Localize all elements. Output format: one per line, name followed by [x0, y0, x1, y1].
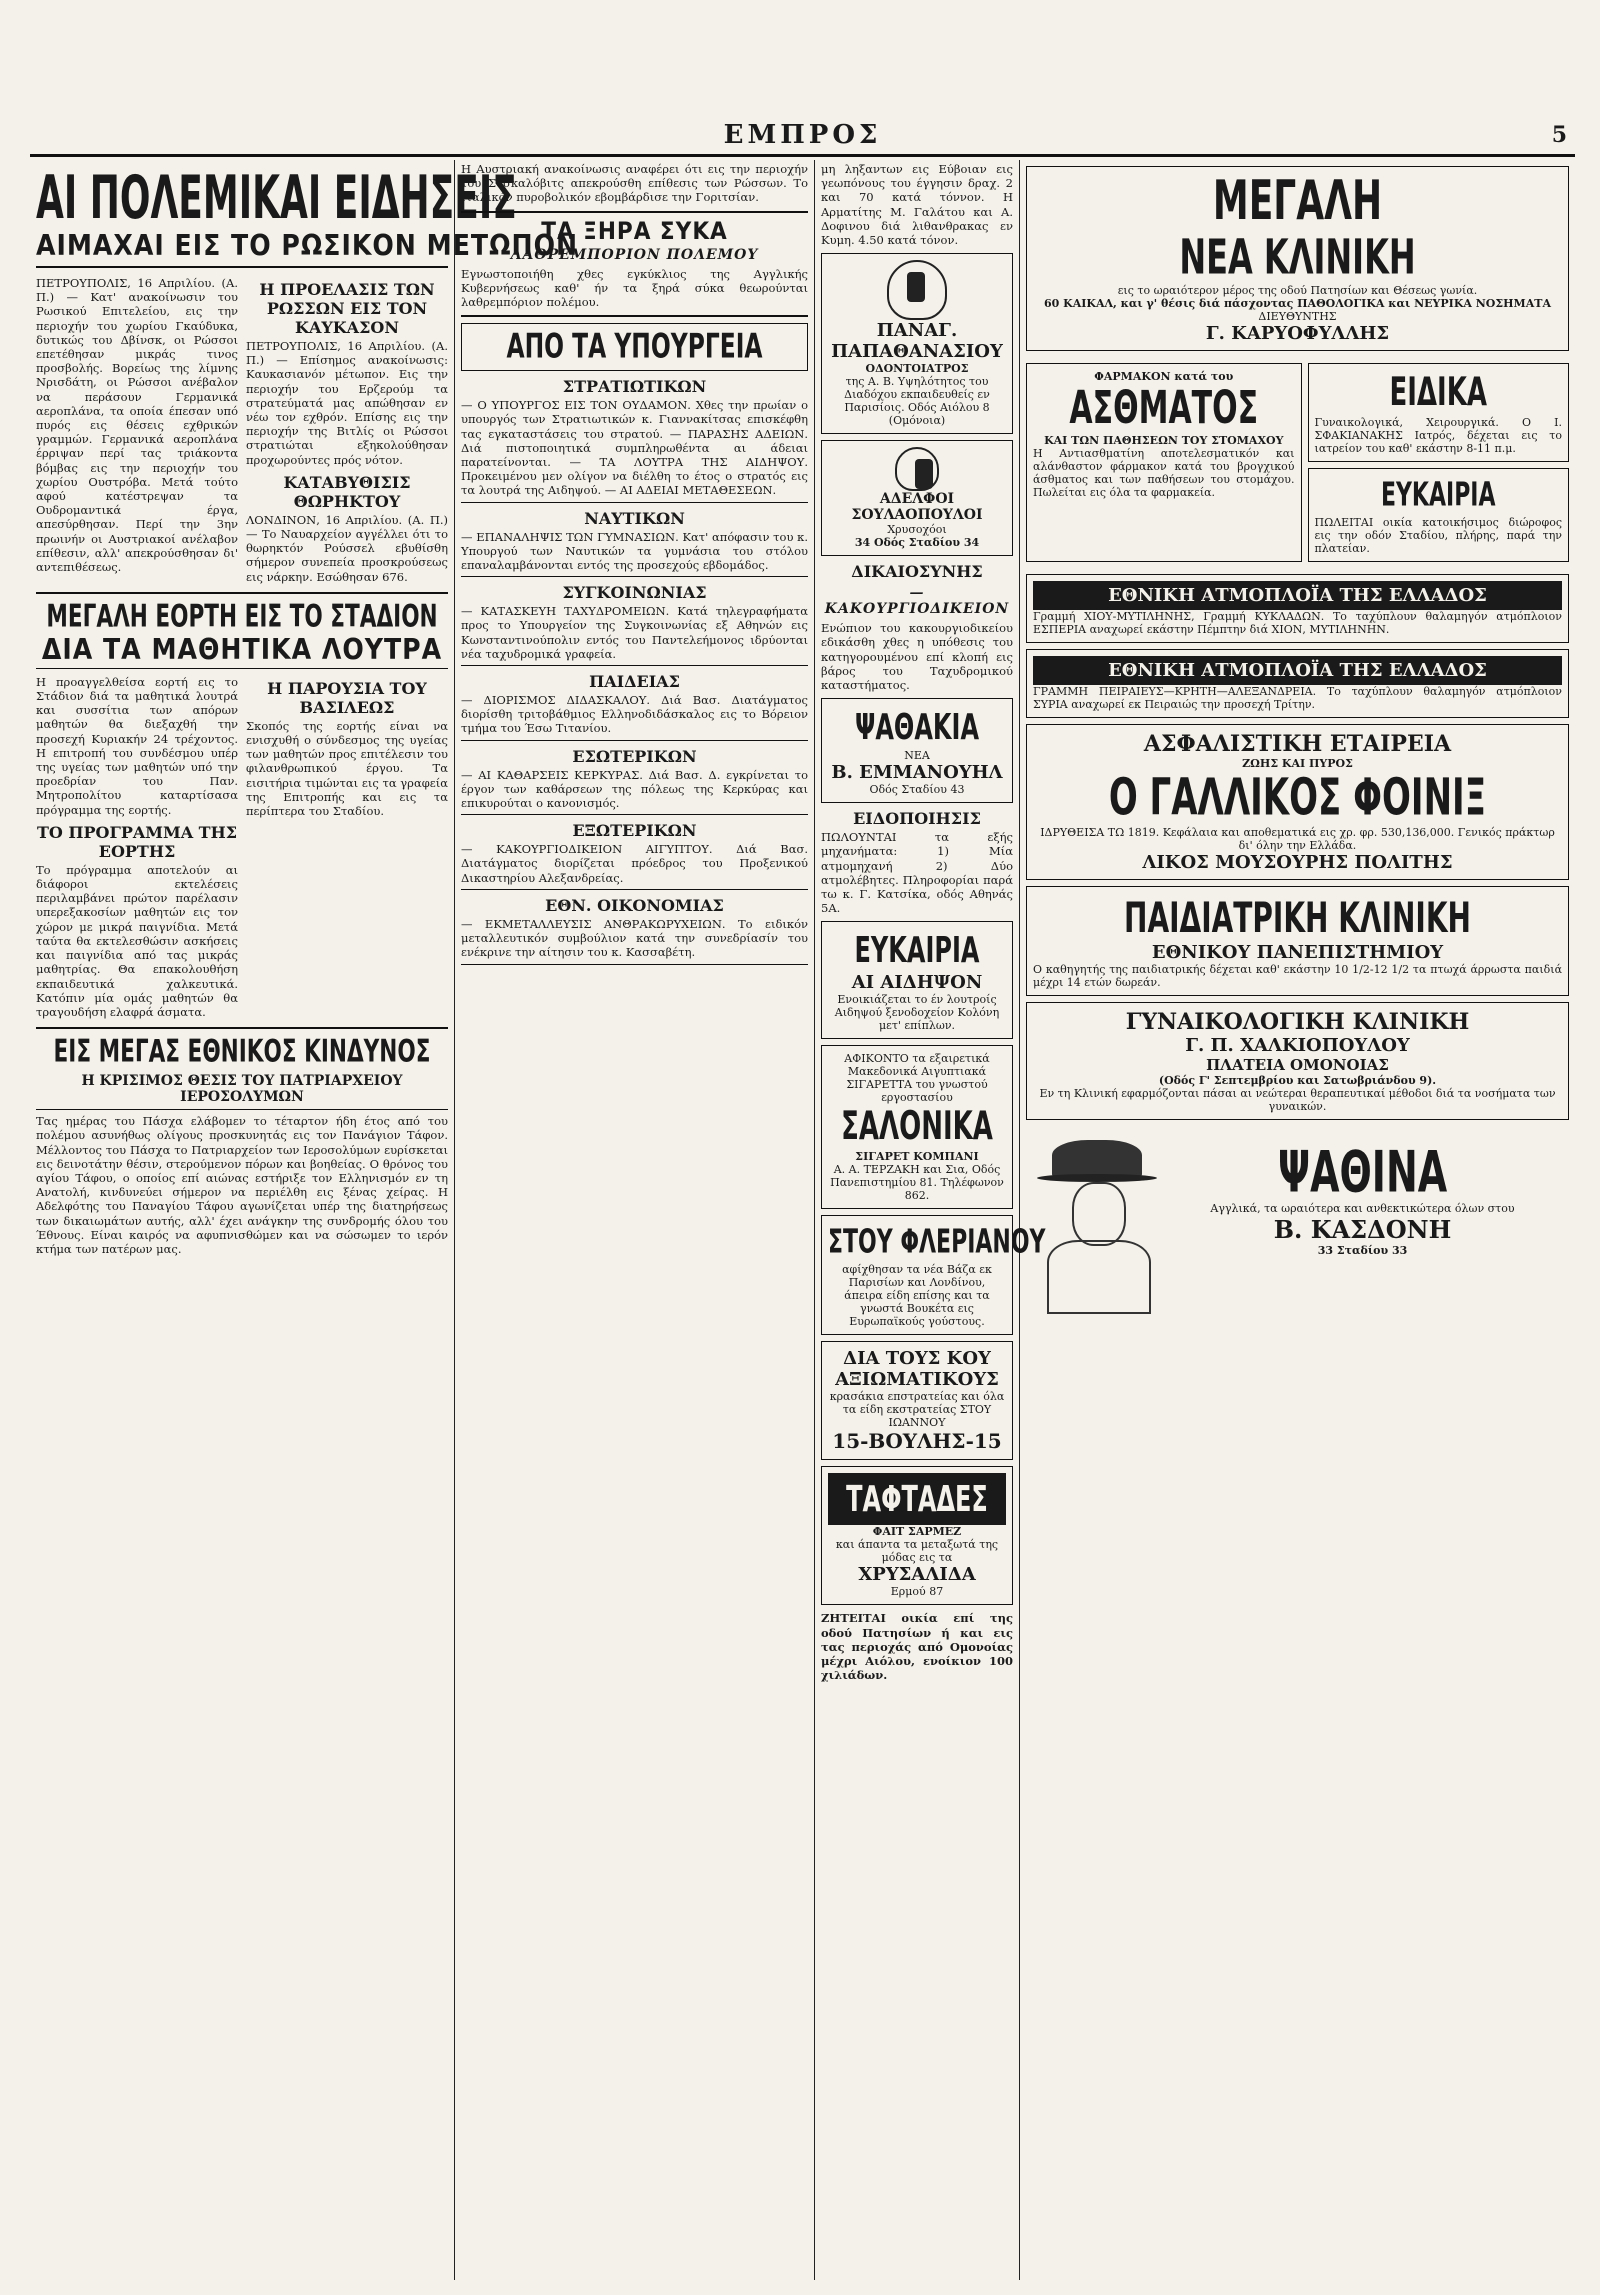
page-number: 5	[1551, 122, 1567, 148]
ad-house-text: ΠΩΛΕΙΤΑΙ οικία κατοικήσιμος διώροφος εις την οδόν Σταδίου, πλήρης, παρά την πλατείαν.	[1314, 516, 1562, 555]
ministry-section-body: — ΔΙΟΡΙΣΜΟΣ ΔΙΔΑΣΚΑΛΟΥ. Διά Βασ. Διατάγματος διορίσθη τριτοβάθμιος Ελληνοδιδάσκαλος εις το Βόρειον τμήμα του Έσω Τιτανίου.	[461, 693, 808, 736]
ad-dentist-title: ΠΑΝΑΓ. ΠΑΠΑΘΑΝΑΣΙΟΥ	[831, 320, 1003, 363]
ministry-section-title: ΝΑΥΤΙΚΩΝ	[584, 508, 685, 528]
ministry-section-title: ΠΑΙΔΕΙΑΣ	[589, 672, 680, 692]
ministry-section-body: — ΕΠΑΝΑΛΗΨΙΣ ΤΩΝ ΓΥΜΝΑΣΙΩΝ. Κατ' απόφασιν του κ. Υπουργού των Ναυτικών τα γυμνάσια του στόλου επαναλαμβάνονται εντός της προσεχούς εβδομάδος.	[461, 529, 808, 573]
ad-ped-title: ΠΑΙΔΙΑΤΡΙΚΗ ΚΛΙΝΙΚΗ	[1124, 892, 1471, 943]
newspaper-title: ΕΜΠΡΟΣ	[723, 120, 882, 150]
ad-clinic-title: ΜΕΓΑΛΗ	[1212, 170, 1383, 233]
article-battleship: ΛΟΝΔΙΝΟΝ, 16 Απριλίου. (Α. Π.) — Το Ναυαρχείον αγγέλλει ότι το θωρηκτόν Ρούσσελ εβυθίσθη σήμερον συνεπεία προσκρούσεως εις νάρκην. Εσώθησαν 676.	[246, 512, 448, 584]
ad-officers-text: κρασάκια επστρατείας και όλα τα είδη εκστρατείας ΣΤΟΥ ΙΩΑΝΝΟΥ	[829, 1390, 1005, 1430]
ad-dentist-sub: ΟΔΟΝΤΟΙΑΤΡΟΣ	[865, 362, 969, 376]
subhead-program: ΤΟ ΠΡΟΓΡΑΜΜΑ ΤΗΣ ΕΟΡΤΗΣ	[36, 822, 238, 861]
ad-flerianou	[821, 1215, 1046, 1335]
ad-gyn-place: ΠΛΑΤΕΙΑ ΟΜΟΝΟΙΑΣ	[1206, 1056, 1389, 1074]
ad-officers-title: ΔΙΑ ΤΟΥΣ ΚΟΥ ΑΞΙΩΜΑΤΙΚΟΥΣ	[835, 1348, 999, 1391]
ministry-section-title: ΕΣΩΤΕΡΙΚΩΝ	[572, 746, 697, 766]
subhead-russian-front: ΑΙΜΑΧΑΙ ΕΙΣ ΤΟ ΡΩΣΙΚΟΝ ΜΕΤΩΠΟΝ	[36, 229, 579, 262]
ad-straw-name: Β. ΕΜΜΑΝΟΥΗΛ	[831, 762, 1003, 784]
man-in-hat-illustration-icon	[1032, 1140, 1162, 1310]
ad-gynecology	[1026, 1002, 1569, 1120]
ad-taftades	[821, 1466, 1013, 1605]
ad-asthma-sub: ΚΑΙ ΤΩΝ ΠΑΘΗΣΕΩΝ ΤΟΥ ΣΤΟΜΑΧΟΥ	[1044, 434, 1284, 447]
ministry-section-title: ΕΘΝ. ΟΙΚΟΝΟΜΙΑΣ	[545, 895, 724, 915]
ad-ins-name: ΛΙΚΟΣ ΜΟΥΣΟΥΡΗΣ ΠΟΛΙΤΗΣ	[1142, 852, 1453, 873]
ad-insurance	[1026, 724, 1569, 880]
ad-flerianou-text: αφίχθησαν τα νέα Βάζα εκ Παρισίων και Λονδίνου, άπειρα είδη επίσης και τα γνωστά Βουκέτα εις Ευρωπαϊκούς γούστους.	[842, 1263, 992, 1329]
ad-straw-title: ΨΑΘΑΚΙΑ	[854, 706, 980, 749]
ad-clinic-text2: 60 ΚΑΙΚΑΛ, και γ' θέσις διά πάσχοντας ΠΑΘΟΛΟΓΙΚΑ και ΝΕΥΡΙΚΑ ΝΟΣΗΜΑΤΑ	[1044, 297, 1551, 310]
ad-dentist-text: της Α. Β. Υψηλότητος του Διαδόχου εκπαιδευθείς εν Παρισίοις. Οδός Αιόλου 8 (Ομόνοια)	[844, 375, 990, 428]
headline-ministries: ΑΠΟ ΤΑ ΥΠΟΥΡΓΕΙΑ	[506, 327, 763, 367]
ad-gyn-addr: (Οδός Γ' Σεπτεμβρίου και Σατωβριάνδου 9).	[1158, 1074, 1437, 1087]
ministry-section-body: — ΑΙ ΚΑΘΑΡΣΕΙΣ ΚΕΡΚΥΡΑΣ. Διά Βασ. Δ. εγκρίνεται το έργον των καθάρσεων της πόλεως της Κερκύρας και επικυρούται ο κανονισμός.	[461, 767, 808, 811]
ad-officers-addr: 15-ΒΟΥΛΗΣ-15	[832, 1429, 1002, 1454]
ad-ship1-title: ΕΘΝΙΚΗ ΑΤΜΟΠΛΟΪΑ ΤΗΣ ΕΛΛΑΔΟΣ	[1108, 585, 1487, 606]
ad-asthma	[1026, 363, 1302, 562]
ministry-section-body: — ΚΑΤΑΣΚΕΥΗ ΤΑΧΥΔΡΟΜΕΙΩΝ. Κατά τηλεγραφήματα προς το Υπουργείον της Συγκοινωνίας εξ Αθηνών εις Κωνσταντινούπολιν εντός του Παντελεήμονος ιδρύονται νέα ταχυδρομικά γραφεία.	[461, 604, 808, 661]
ministry-sections	[461, 377, 808, 964]
ad-hat-title: ΨΑΘΙΝΑ	[1277, 1139, 1448, 1205]
ad-jewelers	[821, 440, 1013, 556]
ad-opp-text: Ενοικιάζεται το έν λουτροίς Αιδηψού ξενοδοχείον Κολόνη μετ' επίπλων.	[834, 993, 1000, 1033]
headline-national-danger: ΕΙΣ ΜΕΓΑΣ ΕΘΝΙΚΟΣ ΚΙΝΔΥΝΟΣ	[53, 1032, 431, 1070]
ad-taftades-text: και άπαντα τα μεταξωτά της μόδας εις τα	[835, 1538, 999, 1565]
ad-house-wanted: ΖΗΤΕΙΤΑΙ οικία επί της οδού Πατησίων ή και εις τας περιοχάς από Ομονοίας μέχρι Αιόλου, ενοίκιον 100 χιλιάδων.	[821, 1611, 1013, 1683]
ad-ins-title: ΑΣΦΑΛΙΣΤΙΚΗ ΕΤΑΙΡΕΙΑ	[1143, 731, 1452, 757]
ad-gyn-title: ΓΥΝΑΙΚΟΛΟΓΙΚΗ ΚΛΙΝΙΚΗ	[1125, 1009, 1470, 1035]
ad-dentist	[821, 253, 1013, 434]
ad-special	[1308, 363, 1570, 462]
subhead-king: Η ΠΑΡΟΥΣΙΑ ΤΟΥ ΒΑΣΙΛΕΩΣ	[267, 678, 427, 717]
ad-house-title: ΕΥΚΑΙΡΙΑ	[1380, 476, 1496, 515]
article-stadium: Η προαγγελθείσα εορτή εις το Στάδιον διά τα μαθητικά λουτρά και συσσίτια των απόρων μαθητών θα διεξαχθή την προσεχή Κυριακήν 24 τρέχοντος. Η επιτροπή του συνδέσμου υπέρ της υγείας των μαθητών υπό την προεδρίαν του Παν. Μητροπολίτου καταρτίσασα πρόγραμμα της εορτής.	[36, 674, 238, 817]
ad-ped-sub: ΕΘΝΙΚΟΥ ΠΑΝΕΠΙΣΤΗΜΙΟΥ	[1151, 942, 1444, 963]
ad-straw-hats-kasdoni	[1026, 1126, 1569, 1316]
article-austrian: Η Αυστριακή ανακοίνωσις αναφέρει ότι εις την περιοχήν του Σοσκαλόβιτς απεκρούσθη επίθεσις των Ρώσσων. Το Ιταλικόν πυροβολικόν εβομβάρδισε την Γοριτσίαν.	[461, 162, 808, 205]
ministry-section-body: — Ο ΥΠΟΥΡΓΟΣ ΕΙΣ ΤΟΝ ΟΥΔΑΜΟΝ. Χθες την πρωίαν ο υπουργός των Στρατιωτικών κ. Γιαννακίτσας επισκέφθη τας εγκαταστάσεις του στρατού. — ΠΑΡΑΣΗΣ ΑΔΕΙΩΝ. Διά πιστοποιητικά συμπληρωθέντα αι άδειαι παρατείνονται. — ΤΑ ΛΟΥΤΡΑ ΤΗΣ ΑΙΔΗΨΟΥ. Προκειμένου μεν ολίγον να διέλθη το έτος ο στρατός εις τα λουτρά της Αιδηψού. — ΑΙ ΑΔΕΙΑΙ ΜΕΤΑΘΕΣΕΩΝ.	[461, 398, 808, 498]
ad-salonika	[821, 1045, 1013, 1209]
ad-opp-sub: ΑΙ ΑΙΔΗΨΟΝ	[851, 972, 983, 994]
ad-special-title: ΕΙΔΙΚΑ	[1389, 370, 1487, 416]
article-figs: Εγνωστοποιήθη χθες εγκύκλιος της Αγγλικής Κυβερνήσεως καθ' ήν τα ξηρά σύκα θεωρούνται λαθρεμπόριον πολέμου.	[461, 266, 808, 310]
subhead-battleship: ΚΑΤΑΒΥΘΙΣΙΣ ΘΩΡΗΚΤΟΥ	[283, 472, 411, 511]
ad-new-clinic	[1026, 166, 1569, 351]
subhead-patriarchate: Η ΚΡΙΣΙΜΟΣ ΘΕΣΙΣ ΤΟΥ ΠΑΤΡΙΑΡΧΕΙΟΥ ΙΕΡΟΣΟΛΥΜΩΝ	[81, 1073, 403, 1106]
ad-asthma-title: ΦΑΡΜΑΚΟΝ κατά του	[1094, 370, 1234, 383]
ministry-section-title: ΣΥΓΚΟΙΝΩΝΙΑΣ	[562, 583, 707, 603]
notice-text: ΠΩΛΟΥΝΤΑΙ τα εξής μηχανήματα: 1) Μία ατμομηχανή 2) Δύο ατμολέβητες. Πληροφορίαι παρά τω κ. Γ. Κατσίκα, οδός Αθηνάς 5Α.	[821, 830, 1013, 916]
article-program: Το πρόγραμμα αποτελούν αι διάφοροι εκτελέσεις περιλαμβάνει πρώτον παρέλασιν υπερεξακοσίων μαθητών εις τον χώρον με μικρά παιγνίδια. Μετά ταύτα θα εκτελεσθώσιν ασκήσεις και παιγνίδια από τας μικράς μαθητρίας. Θα επακολουθήση εκπαιδευτικά χαλκευτικά. Κατόπιν μία ομάς μαθητών θα τραγουδήση ελαφρά άσματα.	[36, 862, 238, 1019]
ad-clinic-name: Γ. ΚΑΡΥΟΦΥΛΛΗΣ	[1205, 323, 1390, 344]
ad-jewelers-addr: 34 Οδός Σταδίου 34	[854, 536, 980, 550]
column-3	[815, 160, 1046, 2280]
ad-gyn-text: Εν τη Κλινική εφαρμόζονται πάσαι αι νεώτεραι θεραπευτικαί μέθοδοι διά τα νοσήματα των γυναικών.	[1039, 1087, 1556, 1113]
ad-salonika-title: ΣΑΛΟΝΙΚΑ	[841, 1104, 993, 1150]
ad-hat-text: Αγγλικά, τα ωραιότερα και ανθεκτικώτερα όλων στου	[1210, 1202, 1515, 1215]
headline-stadium-feast: ΜΕΓΑΛΗ ΕΟΡΤΗ ΕΙΣ ΤΟ ΣΤΑΔΙΟΝ	[46, 597, 438, 635]
ad-taftades-title: ΤΑΦΤΑΔΕΣ	[846, 1478, 988, 1521]
article-petrograd: ΠΕΤΡΟΥΠΟΛΙΣ, 16 Απριλίου. (Α. Π.) — Κατ' ανακοίνωσιν του Ρωσικού Επιτελείου, εις την περιοχήν του χωρίου Γκαύδυκα, δυτικώς του Δβίνσκ, οι Ρώσσοι επετέθησαν μικράς τινος προσβολής. Βορείως της λίμνης Νρισδάτη, οι Ρώσσοι ανέβαλον να περάσουν Γερμανικά αεροπλάνα, τα οποία έπεσαν υπό πυρός εις θέσεις εχθρικών γραμμών. Γερμανικά αεροπλάνα έρριψαν περί τας τριάκοντα βόμβας εις την περιοχήν του χωρίου Ουστρόβα. Μετά τούτο αφού κατέστρεψαν τα Ουδρομαντικά έργα, απεσύρθησαν. Περί την 3ην πρωινήν οι Αυστριακοί ανέλαβον επίθεσιν, αλλ' απεκρούσθησαν δι' αντεπιθέσεως.	[36, 276, 238, 575]
ad-asthma-big: ΑΣΘΜΑΤΟΣ	[1069, 382, 1259, 435]
ad-straw-hats	[821, 698, 1013, 803]
ministries-box	[461, 323, 808, 371]
ad-ship2-title: ΕΘΝΙΚΗ ΑΤΜΟΠΛΟΪΑ ΤΗΣ ΕΛΛΑΔΟΣ	[1108, 660, 1487, 681]
article-caucasus: ΠΕΤΡΟΥΠΟΛΙΣ, 16 Απριλίου. (Α. Π.) — Επίσημος ανακοίνωσις: Καυκασιανόν μέτωπον. Εις την περιοχήν του Ερζερούμ τα στρατεύματά μας απώθησαν εν νέω τον εχθρόν. Επίσης εις την περιοχήν της Βιτλίς οι Ρώσσοι στρατιώται εξηκολούθησαν προχωρούντες πρός νότον.	[246, 339, 448, 467]
column-4	[1020, 160, 1575, 2280]
ad-clinic-title2: ΝΕΑ ΚΛΙΝΙΚΗ	[1179, 228, 1416, 286]
ad-ins-big: Ο ΓΑΛΛΙΚΟΣ ΦΟΙΝΙΞ	[1108, 768, 1487, 828]
ad-ship1-text: Γραμμή ΧΙΟΥ-ΜΥΤΙΛΗΝΗΣ, Γραμμή ΚΥΚΛΑΔΩΝ. Το ταχύπλουν θαλαμηγόν ατμόπλοιον ΕΣΠΕΡΙΑ αναχωρεί εκάστην Πέμπτην διά ΧΙΟΝ, ΜΥΤΙΛΗΝΗΝ.	[1033, 610, 1562, 636]
ad-opportunity-aidipsos	[821, 921, 1013, 1039]
ad-clinic-dir: ΔΙΕΥΘΥΝΤΗΣ	[1258, 310, 1337, 323]
column-1	[30, 160, 579, 2280]
headline-figs: ΤΑ ΞΗΡΑ ΣΥΚΑ	[541, 216, 728, 245]
section-justice: ΔΙΚΑΙΟΣΥΝΗΣ	[851, 562, 983, 582]
ad-jewelers-sub: Χρυσοχόοι	[887, 523, 947, 537]
justice-text: Ενώπιον του κακουργιοδικείου εδικάσθη χθες η υπόθεσις του κατηγορουμένου επί κλοπή εις βάρος του Ταχυδρομικού καταστήματος.	[821, 621, 1013, 693]
ad-ins-text: ΙΔΡΥΘΕΙΣΑ ΤΩ 1819. Κεφάλαια και αποθεματικά εις χρ. φρ. 530,136,000. Γενικός πράκτωρ δι' όλην την Ελλάδα.	[1040, 826, 1555, 852]
ad-pediatric	[1026, 886, 1569, 996]
ad-salonika-sub: ΣΙΓΑΡΕΤ ΚΟΜΠΑΝΙ	[855, 1150, 979, 1164]
ministry-section-title: ΣΤΡΑΤΙΩΤΙΚΩΝ	[562, 377, 707, 397]
ad-jewelers-title: ΑΔΕΛΦΟΙ ΣΟΥΛΑΟΠΟΥΛΟΙ	[851, 491, 983, 524]
ad-special-text: Γυναικολογικά, Χειρουργικά. Ο Ι. ΣΦΑΚΙΑΝΑΚΗΣ Ιατρός, δέχεται εις το ιατρείον του καθ' εκάστην 8-11 π.μ.	[1314, 416, 1562, 455]
ad-officers	[821, 1341, 1013, 1460]
ad-salonika-addr: Α. Α. ΤΕΡΖΑΚΗ και Σια, Οδός Πανεπιστημίου 81. Τηλέφωνον 862.	[830, 1163, 1004, 1203]
subhead-student-baths: ΔΙΑ ΤΑ ΜΑΘΗΤΙΚΑ ΛΟΥΤΡΑ	[41, 632, 443, 666]
ad-ship2-text: ΓΡΑΜΜΗ ΠΕΙΡΑΙΕΥΣ—ΚΡΗΤΗ—ΑΛΕΞΑΝΔΡΕΙΑ. Το ταχύπλουν θαλαμηγόν ατμόπλοιον ΣΥΡΙΑ αναχωρεί εκ Πειραιώς την προσεχή Τρίτην.	[1033, 685, 1562, 711]
headline-war-news: ΑΙ ΠΟΛΕΜΙΚΑΙ ΕΙΔΗΣΕΙΣ	[36, 164, 517, 233]
subhead-caucasus: Η ΠΡΟΕΛΑΣΙΣ ΤΩΝ ΡΩΣΣΩΝ ΕΙΣ ΤΟΝ ΚΑΥΚΑΣΟΝ	[259, 280, 435, 337]
ad-ped-text: Ο καθηγητής της παιδιατρικής δέχεται καθ' εκάστην 10 1/2-12 1/2 τα πτωχά άρρωστα παιδιά μέχρι 14 ετών δωρεάν.	[1033, 963, 1562, 989]
ad-opportunity-house	[1308, 468, 1570, 562]
crest-small-icon	[895, 447, 939, 491]
ministry-section-title: ΕΞΩΤΕΡΙΚΩΝ	[572, 821, 697, 841]
ad-straw-sub: ΝΕΑ	[904, 749, 930, 763]
ad-salonika-text: ΑΦΙΚΟΝΤΟ τα εξαιρετικά Μακεδονικά Αιγυπτιακά ΣΙΓΑΡΕΤΤΑ του γνωστού εργοστασίου	[844, 1052, 990, 1105]
article-coal: μη ληξαντων εις Εύβοιαν εις γεωπόνους του έγγησιν δραχ. 2 και 70 κατά τόννον. Η Αρματίτης Μ. Γαλάτου και Α. Δοφινου διά λιθανθρακας εν Κυμη. 4.50 κατά τόνον.	[821, 162, 1013, 248]
ad-asthma-text: Η Αντιασθματίνη αποτελεσματικόν και αλάνθαστον φάρμακον κατά του βρογχικού άσθματος και των παθήσεων του στομάχου. Πωλείται εις όλα τα φαρμακεία.	[1033, 447, 1295, 499]
ad-taftades-sub: ΦΑΙΤ ΣΑΡΜΕΖ	[872, 1525, 962, 1539]
ministry-section-body: — ΚΑΚΟΥΡΓΙΟΔΙΚΕΙΟΝ ΑΙΓΥΠΤΟΥ. Διά Βασ. Διατάγματος διορίζεται πρόεδρος του Προξενικού Δικαστηρίου Αλεξανδρείας.	[461, 842, 808, 885]
ad-gyn-name: Γ. Π. ΧΑΛΚΙΟΠΟΥΛΟΥ	[1185, 1035, 1410, 1056]
ad-hat-name: Β. ΚΑΣΔΟΝΗ	[1273, 1215, 1452, 1244]
ad-shipping-2	[1026, 649, 1569, 718]
article-king: Σκοπός της εορτής είναι να ενισχυθή ο σύνδεσμος της υγείας των μαθητών προς επιτέλεσιν του φιλανθρωπικού έργου. Τα εισιτήρια τιμώνται εις τα γραφεία της Επιτροπής και εις τα περίπτερα του Σταδίου.	[246, 718, 448, 819]
ad-shipping-1	[1026, 574, 1569, 643]
ad-ins-sub: ΖΩΗΣ ΚΑΙ ΠΥΡΟΣ	[1242, 757, 1353, 770]
ad-hat-addr: 33 Σταδίου 33	[1317, 1244, 1408, 1257]
ad-flerianou-title: ΣΤΟΥ ΦΛΕΡΙΑΝΟΥ	[828, 1224, 1046, 1262]
ad-straw-addr: Οδός Σταδίου 43	[869, 783, 965, 797]
article-patriarchate: Τας ημέρας του Πάσχα ελάβομεν το τέταρτον ήδη έτος από του πολέμου ασυνήθως ολίγους προσκυνητάς εις τον Πανάγιον Τάφον. Μέλλοντος του Πάσχα το Πατριαρχείον των Ιεροσολύμων ευρίσκεται εις δεινοτάτην θέσιν, στερούμενον πόρων και βοηθείας. Ο θρόνος του αγίου Τάφου, ο οποίος επί αιώνας εστήριξε τον Ελληνισμόν εν τη Ανατολή, κινδυνεύει σήμερον να περιέλθη εις ξένας χείρας. Η Αδελφότης του Παναγίου Τάφου αγωνίζεται υπέρ της διατηρήσεως των δικαιωμάτων αυτής, αλλ' έχει ανάγκην της συνδρομής όλου του Έθνους. Είναι καιρός να αφυπνισθώμεν και να σώσωμεν το ιερόν κτήμα των πατέρων μας.	[36, 1114, 448, 1256]
subhead-contraband: ΛΑΘΡΕΜΠΟΡΙΟΝ ΠΟΛΕΜΟΥ	[510, 246, 759, 263]
ministry-section-body: — ΕΚΜΕΤΑΛΛΕΥΣΙΣ ΑΝΘΡΑΚΩΡΥΧΕΙΩΝ. Το ειδικόν μεταλλευτικόν συμβούλιον κατά την συνεδρίασίν του ενέκρινε την αίτησιν του κ. Κασσαβέτη.	[461, 916, 808, 960]
ad-taftades-addr: Ερμού 87	[890, 1585, 944, 1599]
ad-opp-title: ΕΥΚΑΙΡΙΑ	[854, 929, 980, 972]
ad-taftades-name: ΧΡΥΣΑΛΙΔΑ	[858, 1564, 976, 1586]
notice-title: ΕΙΔΟΠΟΙΗΣΙΣ	[853, 809, 981, 829]
column-2	[455, 160, 815, 2280]
ad-clinic-text: εις το ωραιότερον μέρος της οδού Πατησίων και Θέσεως γωνία.	[1117, 284, 1478, 297]
royal-crest-icon	[887, 260, 947, 320]
justice-sub: — ΚΑΚΟΥΡΓΙΟΔΙΚΕΙΟΝ	[824, 585, 1010, 618]
